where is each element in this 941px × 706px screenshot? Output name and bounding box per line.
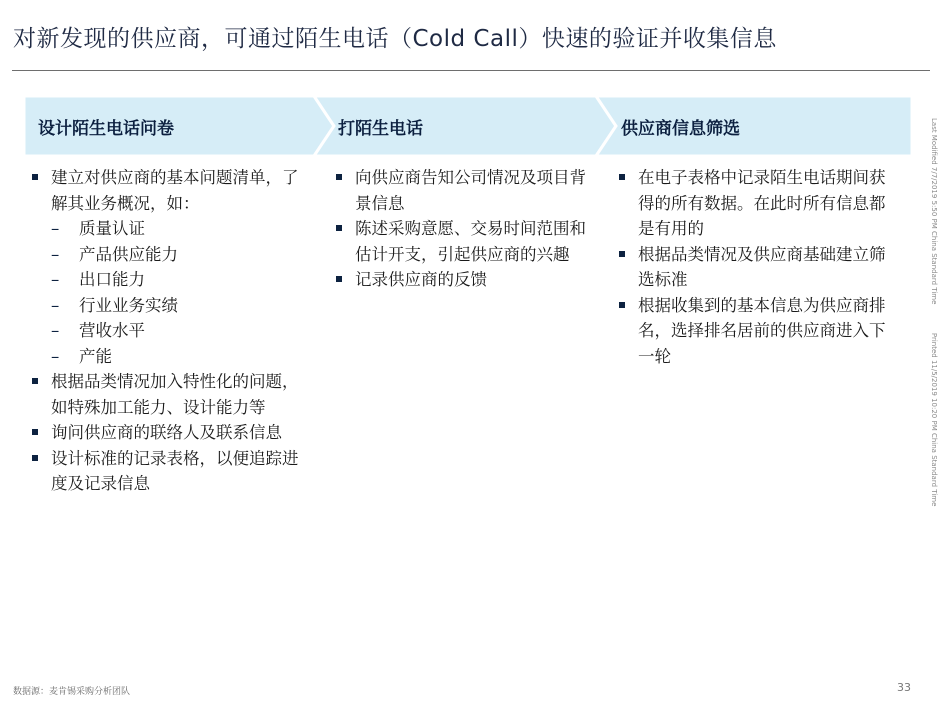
sub-list-item: – 质量认证 xyxy=(51,219,145,238)
list-item: 询问供应商的联络人及联系信息 xyxy=(51,420,309,446)
bullet-marker xyxy=(619,302,625,308)
list-item: 陈述采购意愿、交易时间范围和估计开支，引起供应商的兴趣 xyxy=(355,216,590,267)
bullet-marker xyxy=(32,174,38,180)
bullet-marker xyxy=(32,378,38,384)
bullet-marker xyxy=(619,251,625,257)
step-1-column xyxy=(51,165,309,497)
bullet-marker xyxy=(32,429,38,435)
side-metadata-note xyxy=(930,118,938,506)
list-item: 根据品类情况加入特性化的问题，如特殊加工能力、设计能力等 xyxy=(51,369,309,420)
bullet-marker xyxy=(619,174,625,180)
bullet-marker xyxy=(336,174,342,180)
title-divider xyxy=(12,70,930,71)
sub-list-item: – 产能 xyxy=(51,346,112,366)
bullet-marker xyxy=(336,276,342,282)
list-item: 根据收集到的基本信息为供应商排名，选择排名居前的供应商进入下一轮 xyxy=(638,293,890,370)
footer-source: 数据源：麦肯锡采购分析团队 xyxy=(13,687,131,697)
list-item: 在电子表格中记录陌生电话期间获得的所有数据。在此时所有信息都是有用的 xyxy=(638,165,890,242)
sub-list-item: – 出口能力 xyxy=(51,270,145,289)
list-item: 向供应商告知公司情况及项目背景信息 xyxy=(355,165,590,216)
list-item: 记录供应商的反馈 xyxy=(355,267,590,293)
list-item: 建立对供应商的基本问题清单，了解其业务概况，如： xyxy=(51,165,309,216)
sub-list-item: – 营收水平 xyxy=(51,321,145,340)
step-1-heading: 设计陌生电话问卷 xyxy=(38,119,174,139)
list-item: 根据品类情况及供应商基础建立筛选标准 xyxy=(638,242,890,293)
page-number: 33 xyxy=(897,681,911,694)
page-title: 对新发现的供应商，可通过陌生电话（Cold Call）快速的验证并收集信息 xyxy=(13,26,777,52)
step-2-column xyxy=(355,165,590,293)
last-modified-text: Last Modified 7/7/2019 5:50 PM China Standard Time xyxy=(930,118,938,305)
bullet-marker xyxy=(32,455,38,461)
step-3-heading: 供应商信息筛选 xyxy=(621,119,740,139)
sub-list-item: – 行业业务实绩 xyxy=(51,295,178,315)
sub-list-item: – 产品供应能力 xyxy=(51,244,178,264)
step-2-heading: 打陌生电话 xyxy=(338,119,423,139)
list-item: 设计标准的记录表格，以便追踪进度及记录信息 xyxy=(51,446,309,497)
bullet-marker xyxy=(336,225,342,231)
printed-text: Printed 11/5/2019 10:20 PM China Standard Time xyxy=(930,332,938,507)
step-3-column xyxy=(638,165,890,369)
